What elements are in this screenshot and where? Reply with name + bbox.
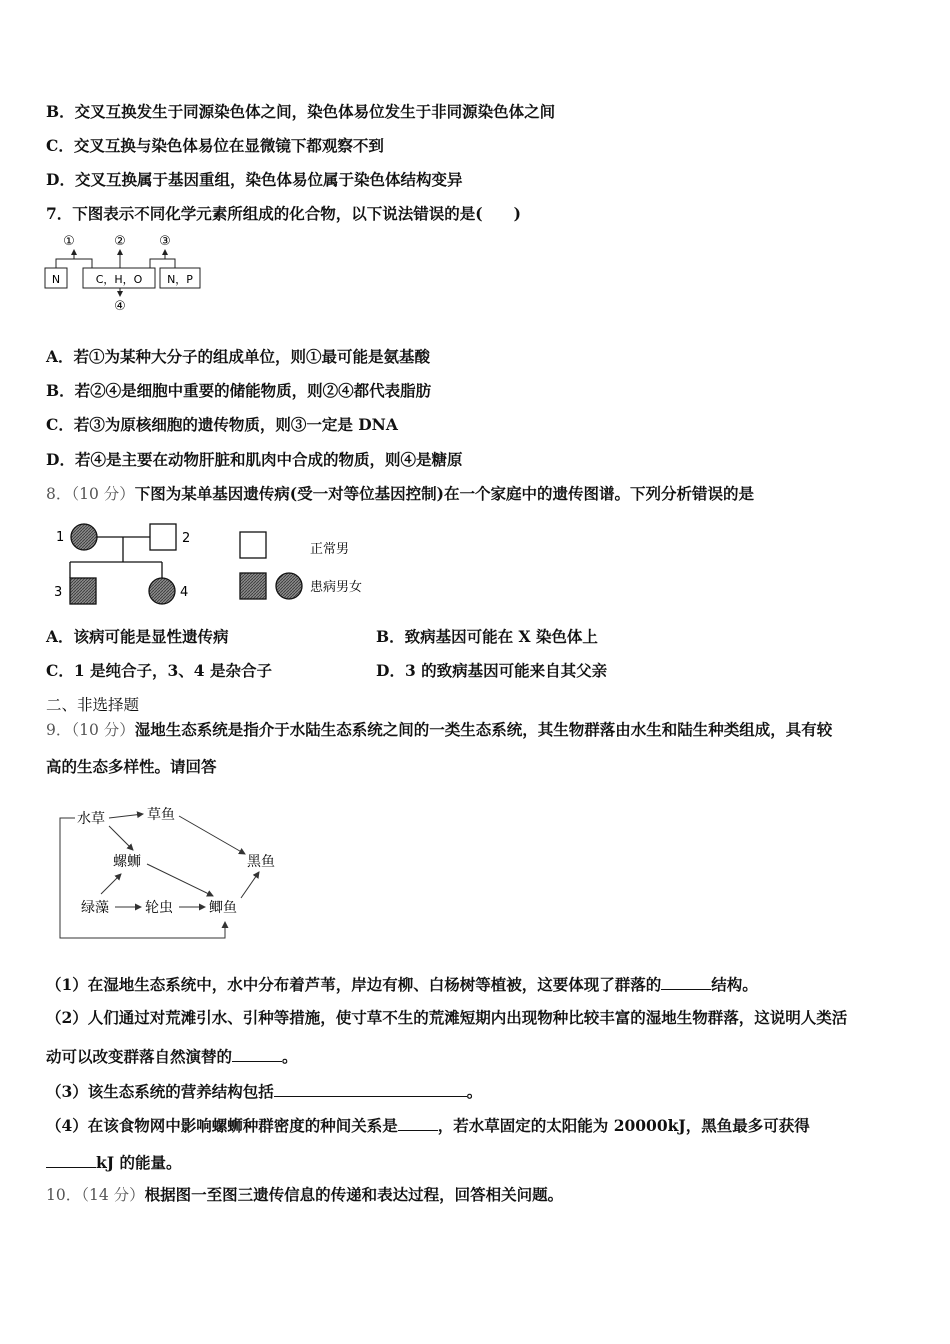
q9-part3-blank	[274, 1080, 467, 1097]
q8-score: （10 分）	[71, 485, 135, 503]
q9-part4-blank2	[46, 1151, 96, 1168]
legend-affected-text: 患病男女	[310, 580, 363, 595]
q9-part3	[46, 1080, 482, 1102]
q8-option-c: C．1 是纯合子，3、4 是杂合子	[46, 661, 272, 680]
q9-stem-text1: 湿地生态系统是指介于水陆生态系统之间的一类生态系统，其生物群落由水生和陆生种类组成，具有较	[134, 720, 833, 739]
web-luosi: 螺蛳	[113, 854, 141, 870]
q7-option-a: A．若①为某种大分子的组成单位，则①最可能是氨基酸	[46, 347, 431, 366]
q8-option-b: B．致病基因可能在 X 染色体上	[376, 627, 598, 646]
web-shuicao: 水草	[77, 811, 105, 827]
q9-stem-line2: 高的生态多样性。请回答	[46, 757, 217, 776]
q10-score: （14 分）	[81, 1186, 145, 1204]
q10-number: 10．	[46, 1186, 82, 1204]
q9-part2-blank	[232, 1045, 282, 1062]
q9-part2-text: 动可以改变群落自然演替的	[46, 1047, 233, 1066]
legend-affected-male-symbol	[240, 573, 266, 599]
q9-part3-text: （3）该生态系统的营养结构包括	[46, 1082, 274, 1101]
web-lvzao: 绿藻	[81, 900, 109, 916]
q9-part1-end: 结构。	[711, 975, 758, 994]
q9-stem-line1	[46, 720, 832, 740]
legend-normal-male-text: 正常男	[310, 542, 350, 557]
q9-part2-end: 。	[282, 1047, 298, 1066]
q9-part4-blank1	[398, 1114, 438, 1131]
q9-part1-blank	[661, 973, 711, 990]
q8-option-a: A．该病可能是显性遗传病	[46, 627, 229, 646]
q9-part2-line1: （2）人们通过对荒滩引水、引种等措施，使寸草不生的荒滩短期内出现物种比较丰富的湿地生物群落，这说明人类活	[46, 1008, 848, 1027]
pedigree-label-2: 2	[182, 531, 191, 546]
q7-box-np-text: N，P	[167, 273, 193, 286]
q7-label-1: ①	[63, 234, 75, 249]
q7-label-3: ③	[159, 234, 171, 249]
q10-stem	[46, 1185, 563, 1205]
q8-stem	[46, 484, 754, 504]
q9-part4-end: kJ 的能量。	[96, 1153, 182, 1172]
q7-stem: 7．下图表示不同化学元素所组成的化合物，以下说法错误的是( )	[46, 204, 521, 223]
pedigree-individual-2	[150, 524, 176, 550]
legend-normal-male-symbol	[240, 532, 266, 558]
q9-score: （10 分）	[71, 721, 135, 739]
pedigree-label-4: 4	[180, 585, 189, 600]
pedigree-label-3: 3	[54, 585, 63, 600]
pedigree-individual-3	[70, 578, 96, 604]
q6-option-b: B．交叉互换发生于同源染色体之间，染色体易位发生于非同源染色体之间	[46, 102, 556, 121]
q7-option-b: B．若②④是细胞中重要的储能物质，则②④都代表脂肪	[46, 381, 432, 400]
pedigree-individual-1	[71, 524, 97, 550]
pedigree-individual-4	[149, 578, 175, 604]
q9-food-web	[55, 800, 295, 945]
pedigree-label-1: 1	[56, 530, 65, 545]
q6-option-d: D．交叉互换属于基因重组，染色体易位属于染色体结构变异	[46, 170, 463, 189]
section-2-heading: 二、非选择题	[46, 696, 140, 714]
legend-affected-female-symbol	[276, 573, 302, 599]
q7-label-4: ④	[114, 299, 126, 314]
q7-option-c: C．若③为原核细胞的遗传物质，则③一定是 DNA	[46, 415, 398, 434]
q7-box-n-text: N	[51, 273, 61, 286]
q9-number: 9．	[46, 721, 72, 739]
web-jiyu: 鲫鱼	[209, 900, 237, 916]
q8-stem-text: 下图为某单基因遗传病(受一对等位基因控制)在一个家庭中的遗传图谱。下列分析错误的是	[134, 484, 754, 503]
q9-part4-text: （4）在该食物网中影响螺蛳种群密度的种间关系是	[46, 1116, 398, 1135]
q9-part2-line2	[46, 1045, 298, 1067]
web-lunchong: 轮虫	[145, 900, 173, 916]
q9-part4-text2: ，若水草固定的太阳能为 20000kJ，黑鱼最多可获得	[437, 1116, 810, 1135]
q9-part1-text: （1）在湿地生态系统中，水中分布着芦苇，岸边有柳、白杨树等植被，这要体现了群落的	[46, 975, 662, 994]
q8-number: 8．	[46, 485, 72, 503]
q8-pedigree	[46, 515, 386, 610]
q9-part1	[46, 973, 758, 995]
q7-option-d: D．若④是主要在动物肝脏和肌肉中合成的物质，则④是糖原	[46, 450, 463, 469]
q7-element-diagram	[40, 230, 210, 314]
q9-part4-line1	[46, 1114, 810, 1136]
q7-label-2: ②	[114, 234, 126, 249]
q9-part3-end: 。	[466, 1082, 483, 1101]
web-caoyu: 草鱼	[147, 807, 175, 823]
q7-box-cho-text: C，H，O	[95, 273, 143, 286]
web-heiyu: 黑鱼	[247, 854, 275, 870]
q8-option-d: D．3 的致病基因可能来自其父亲	[376, 661, 608, 680]
q10-stem-text: 根据图一至图三遗传信息的传递和表达过程，回答相关问题。	[144, 1185, 564, 1204]
q6-option-c: C．交叉互换与染色体易位在显微镜下都观察不到	[46, 136, 384, 155]
q9-part4-line2	[46, 1151, 181, 1173]
